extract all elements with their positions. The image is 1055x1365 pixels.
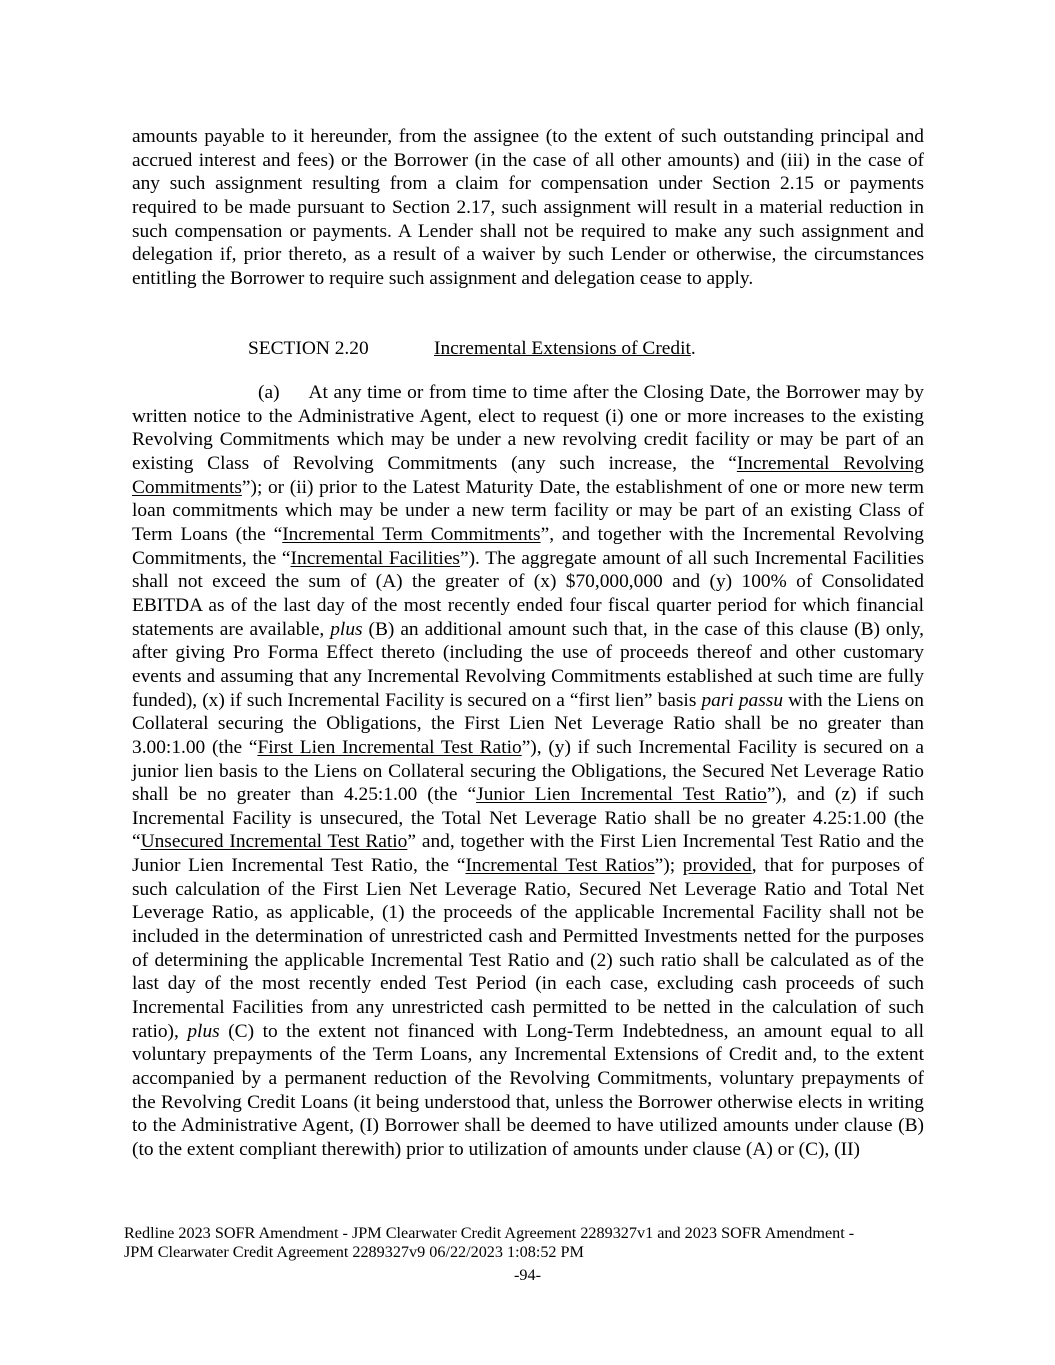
text-run: (C) to the extent not financed with Long-Term Indebtedness, an amount equal to all voluntary prepayments of the Term Loans, any Incremental Extensions of Credit and, to the extent accompanied by a permanent reduction of the Revolving Commitments, voluntary prepayments of the Revolving Credit Loans (it being understood that, unless the Borrower otherwise elects in writing to the Administrative Agent, (I) Borrower shall be deemed to have utilized amounts under clause (B) (to the extent compliant therewith) prior to utilization of amounts under clause (A) or (C), (II) xyxy=(132,1020,924,1160)
defined-term: Incremental Facilities xyxy=(290,547,460,569)
section-title-period: . xyxy=(690,338,696,359)
defined-term: Incremental Test Ratios xyxy=(465,855,655,877)
text-run: with the Liens on Collateral securing the Obligations, the First Lien Net Leverage Ratio shall be no greater than 3.00:1.00 (the “ xyxy=(132,689,924,758)
section-heading xyxy=(248,337,696,361)
emphasis: plus xyxy=(330,618,363,640)
section-title-wrap xyxy=(434,337,696,361)
text-run: ”); or (ii) prior to the Latest Maturity Date, the establishment of one or more new term loan commitments which may be under a new term facility or may be part of an existing Class of Term Loans (the “ xyxy=(132,476,924,545)
text-run: ”); xyxy=(654,855,683,877)
redline-footer xyxy=(124,1224,924,1262)
defined-term: Incremental Term Commitments xyxy=(282,523,541,545)
text-run: ”), (y) if such Incremental Facility is secured on a junior lien basis to the Liens on Collateral securing the Obligations, the Secured Net Leverage Ratio shall be no greater than 4.25:1.00 (the “ xyxy=(132,736,925,806)
text-run: At any time or from time to time after the Closing Date, the Borrower may by written notice to the Administrative Agent, elect to request (i) one or more increases to the existing Revolving Commitments which may be under a new revolving credit facility or may be part of an existing Class of Revolving Commitments (any such increase, the “ xyxy=(132,382,924,474)
footer-line-2: JPM Clearwater Credit Agreement 2289327v9 06/22/2023 1:08:52 PM xyxy=(124,1243,584,1261)
defined-term: First Lien Incremental Test Ratio xyxy=(257,736,522,758)
section-number: SECTION 2.20 xyxy=(248,338,369,359)
text-run: (B) an additional amount such that, in the case of this clause (B) only, after giving Pro Forma Effect thereto (including the use of proceeds thereof and other customary events and assuming that any Incremental Revolving Commitments established at such time are fully funded), (x) if such Incremental Facility is secured on a “first lien” basis xyxy=(132,618,924,711)
defined-term: Unsecured Incremental Test Ratio xyxy=(140,831,408,853)
section-title: Incremental Extensions of Credit xyxy=(434,338,691,359)
text-run: ”, and together with the Incremental Revolving Commitments, the “ xyxy=(132,523,924,569)
defined-term: Junior Lien Incremental Test Ratio xyxy=(476,784,767,806)
paragraph-2-20-a xyxy=(132,381,924,1162)
text-run: , that for purposes of such calculation of the First Lien Net Leverage Ratio, Secured Net Leverage Ratio and Total Net Leverage Ratio, as applicable, (1) the proceeds of the applicable Incremental Facility shall not be included in the determination of unrestricted cash and Permitted Investments netted for the purposes of determining the applicable Incremental Test Ratio and (2) such ratio shall be calculated as of the last day of the most recently ended Test Period (in each case, excluding cash proceeds of such Incremental Facilities from any unrestricted cash permitted to be netted in the calculation of such ratio), xyxy=(132,855,924,1042)
defined-term: Incremental Revolving Commitments xyxy=(132,452,924,498)
defined-term: provided xyxy=(682,855,752,877)
footer-line-1: Redline 2023 SOFR Amendment - JPM Clearwater Credit Agreement 2289327v1 and 2023 SOFR Amendment - xyxy=(124,1224,855,1242)
emphasis: plus xyxy=(187,1020,220,1042)
page-number: -94- xyxy=(514,1266,541,1284)
text-run: ”). The aggregate amount of all such Incremental Facilities shall not exceed the sum of (A) the greater of (x) $70,000,000 and (y) 100% of Consolidated EBITDA as of the last day of the most recently ended four fiscal quarter period for which financial statements are available, xyxy=(132,547,924,640)
clause-label: (a) xyxy=(258,382,280,403)
paragraph-continuation: amounts payable to it hereunder, from the assignee (to the extent of such outstanding principal and accrued interest and fees) or the Borrower (in the case of all other amounts) and (iii) in the case of any such assignment resulting from a claim for compensation under Section 2.15 or payments required to be made pursuant to Section 2.17, such assignment will result in a material reduction in such compensation or payments. A Lender shall not be required to make any such assignment and delegation if, prior thereto, as a result of a waiver by such Lender or otherwise, the circumstances entitling the Borrower to require such assignment and delegation cease to apply. xyxy=(132,126,924,289)
text-run: ” and, together with the First Lien Incremental Test Ratio and the Junior Lien Incremental Test Ratio, the “ xyxy=(132,831,925,877)
text-run: ”), and (z) if such Incremental Facility is unsecured, the Total Net Leverage Ratio shall be no greater 4.25:1.00 (the “ xyxy=(132,784,924,853)
emphasis: pari passu xyxy=(701,689,784,711)
